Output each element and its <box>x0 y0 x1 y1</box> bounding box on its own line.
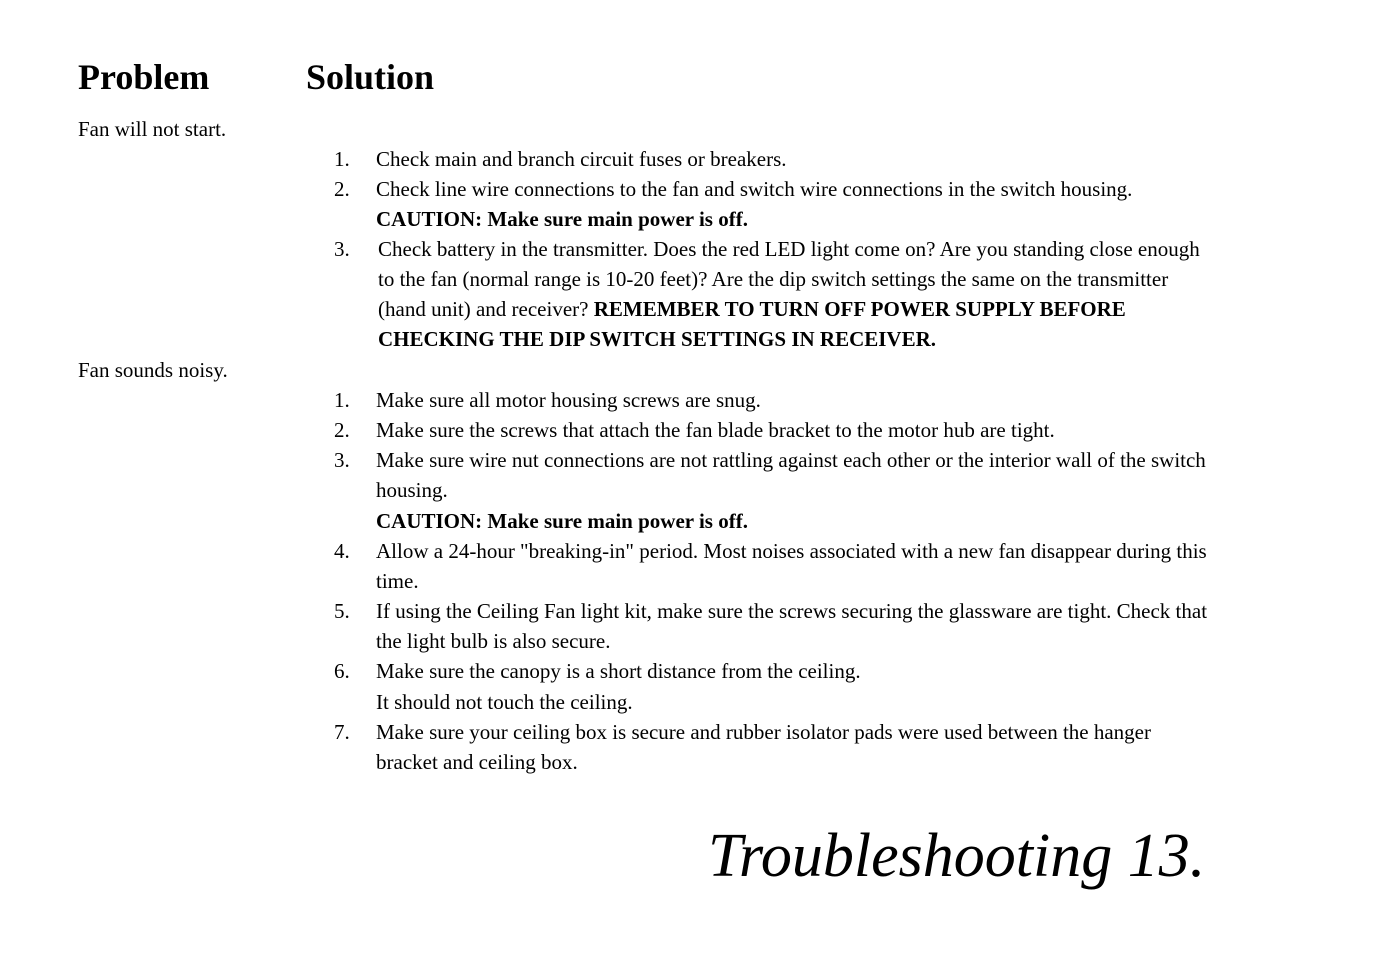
item-text: Check battery in the transmitter. Does the red LED light come on? Are you standing close enough <box>378 237 1200 261</box>
problem-label: Fan will not start. <box>78 117 227 141</box>
item-text: Make sure the canopy is a short distance from the ceiling. <box>376 659 861 683</box>
item-number: 6. <box>334 659 350 683</box>
item-text: It should not touch the ceiling. <box>376 690 633 714</box>
item-text: bracket and ceiling box. <box>376 750 578 774</box>
warning-text: REMEMBER TO TURN OFF POWER SUPPLY BEFORE <box>593 297 1126 321</box>
item-text: to the fan (normal range is 10-20 feet)? Are the dip switch settings the same on the transmitter <box>378 267 1169 291</box>
item-text: the light bulb is also secure. <box>376 629 611 653</box>
caution-text: CAUTION: Make sure main power is off. <box>376 207 748 231</box>
item-number: 1. <box>334 147 350 171</box>
item-number: 7. <box>334 720 350 744</box>
item-number: 2. <box>334 177 350 201</box>
item-number: 5. <box>334 599 350 623</box>
warning-text: CHECKING THE DIP SWITCH SETTINGS IN RECEIVER. <box>378 327 937 351</box>
item-text: Make sure wire nut connections are not rattling against each other or the interior wall of the switch <box>376 448 1206 472</box>
caution-text: CAUTION: Make sure main power is off. <box>376 509 748 533</box>
solution-header: Solution <box>306 57 435 97</box>
item-text: Make sure the screws that attach the fan blade bracket to the motor hub are tight. <box>376 418 1055 442</box>
item-text: Check main and branch circuit fuses or breakers. <box>376 147 787 171</box>
problem-header: Problem <box>78 57 210 97</box>
problem-label: Fan sounds noisy. <box>78 358 228 382</box>
item-text: If using the Ceiling Fan light kit, make sure the screws securing the glassware are tight. Check that <box>376 599 1208 623</box>
item-text: Make sure your ceiling box is secure and rubber isolator pads were used between the hanger <box>376 720 1151 744</box>
item-number: 1. <box>334 388 350 412</box>
item-text <box>378 294 1313 324</box>
item-number: 4. <box>334 539 350 563</box>
item-text: housing. <box>376 478 448 502</box>
item-text: Check line wire connections to the fan and switch wire connections in the switch housing. <box>376 177 1133 201</box>
item-text-plain: (hand unit) and receiver? <box>378 297 594 321</box>
item-number: 3. <box>334 448 350 472</box>
item-number: 2. <box>334 418 350 442</box>
item-number: 3. <box>334 237 350 261</box>
page-footer-title: Troubleshooting 13. <box>708 822 1206 890</box>
item-text: Make sure all motor housing screws are snug. <box>376 388 761 412</box>
item-text: Allow a 24-hour "breaking-in" period. Most noises associated with a new fan disappear during this <box>376 539 1207 563</box>
item-text: time. <box>376 569 419 593</box>
